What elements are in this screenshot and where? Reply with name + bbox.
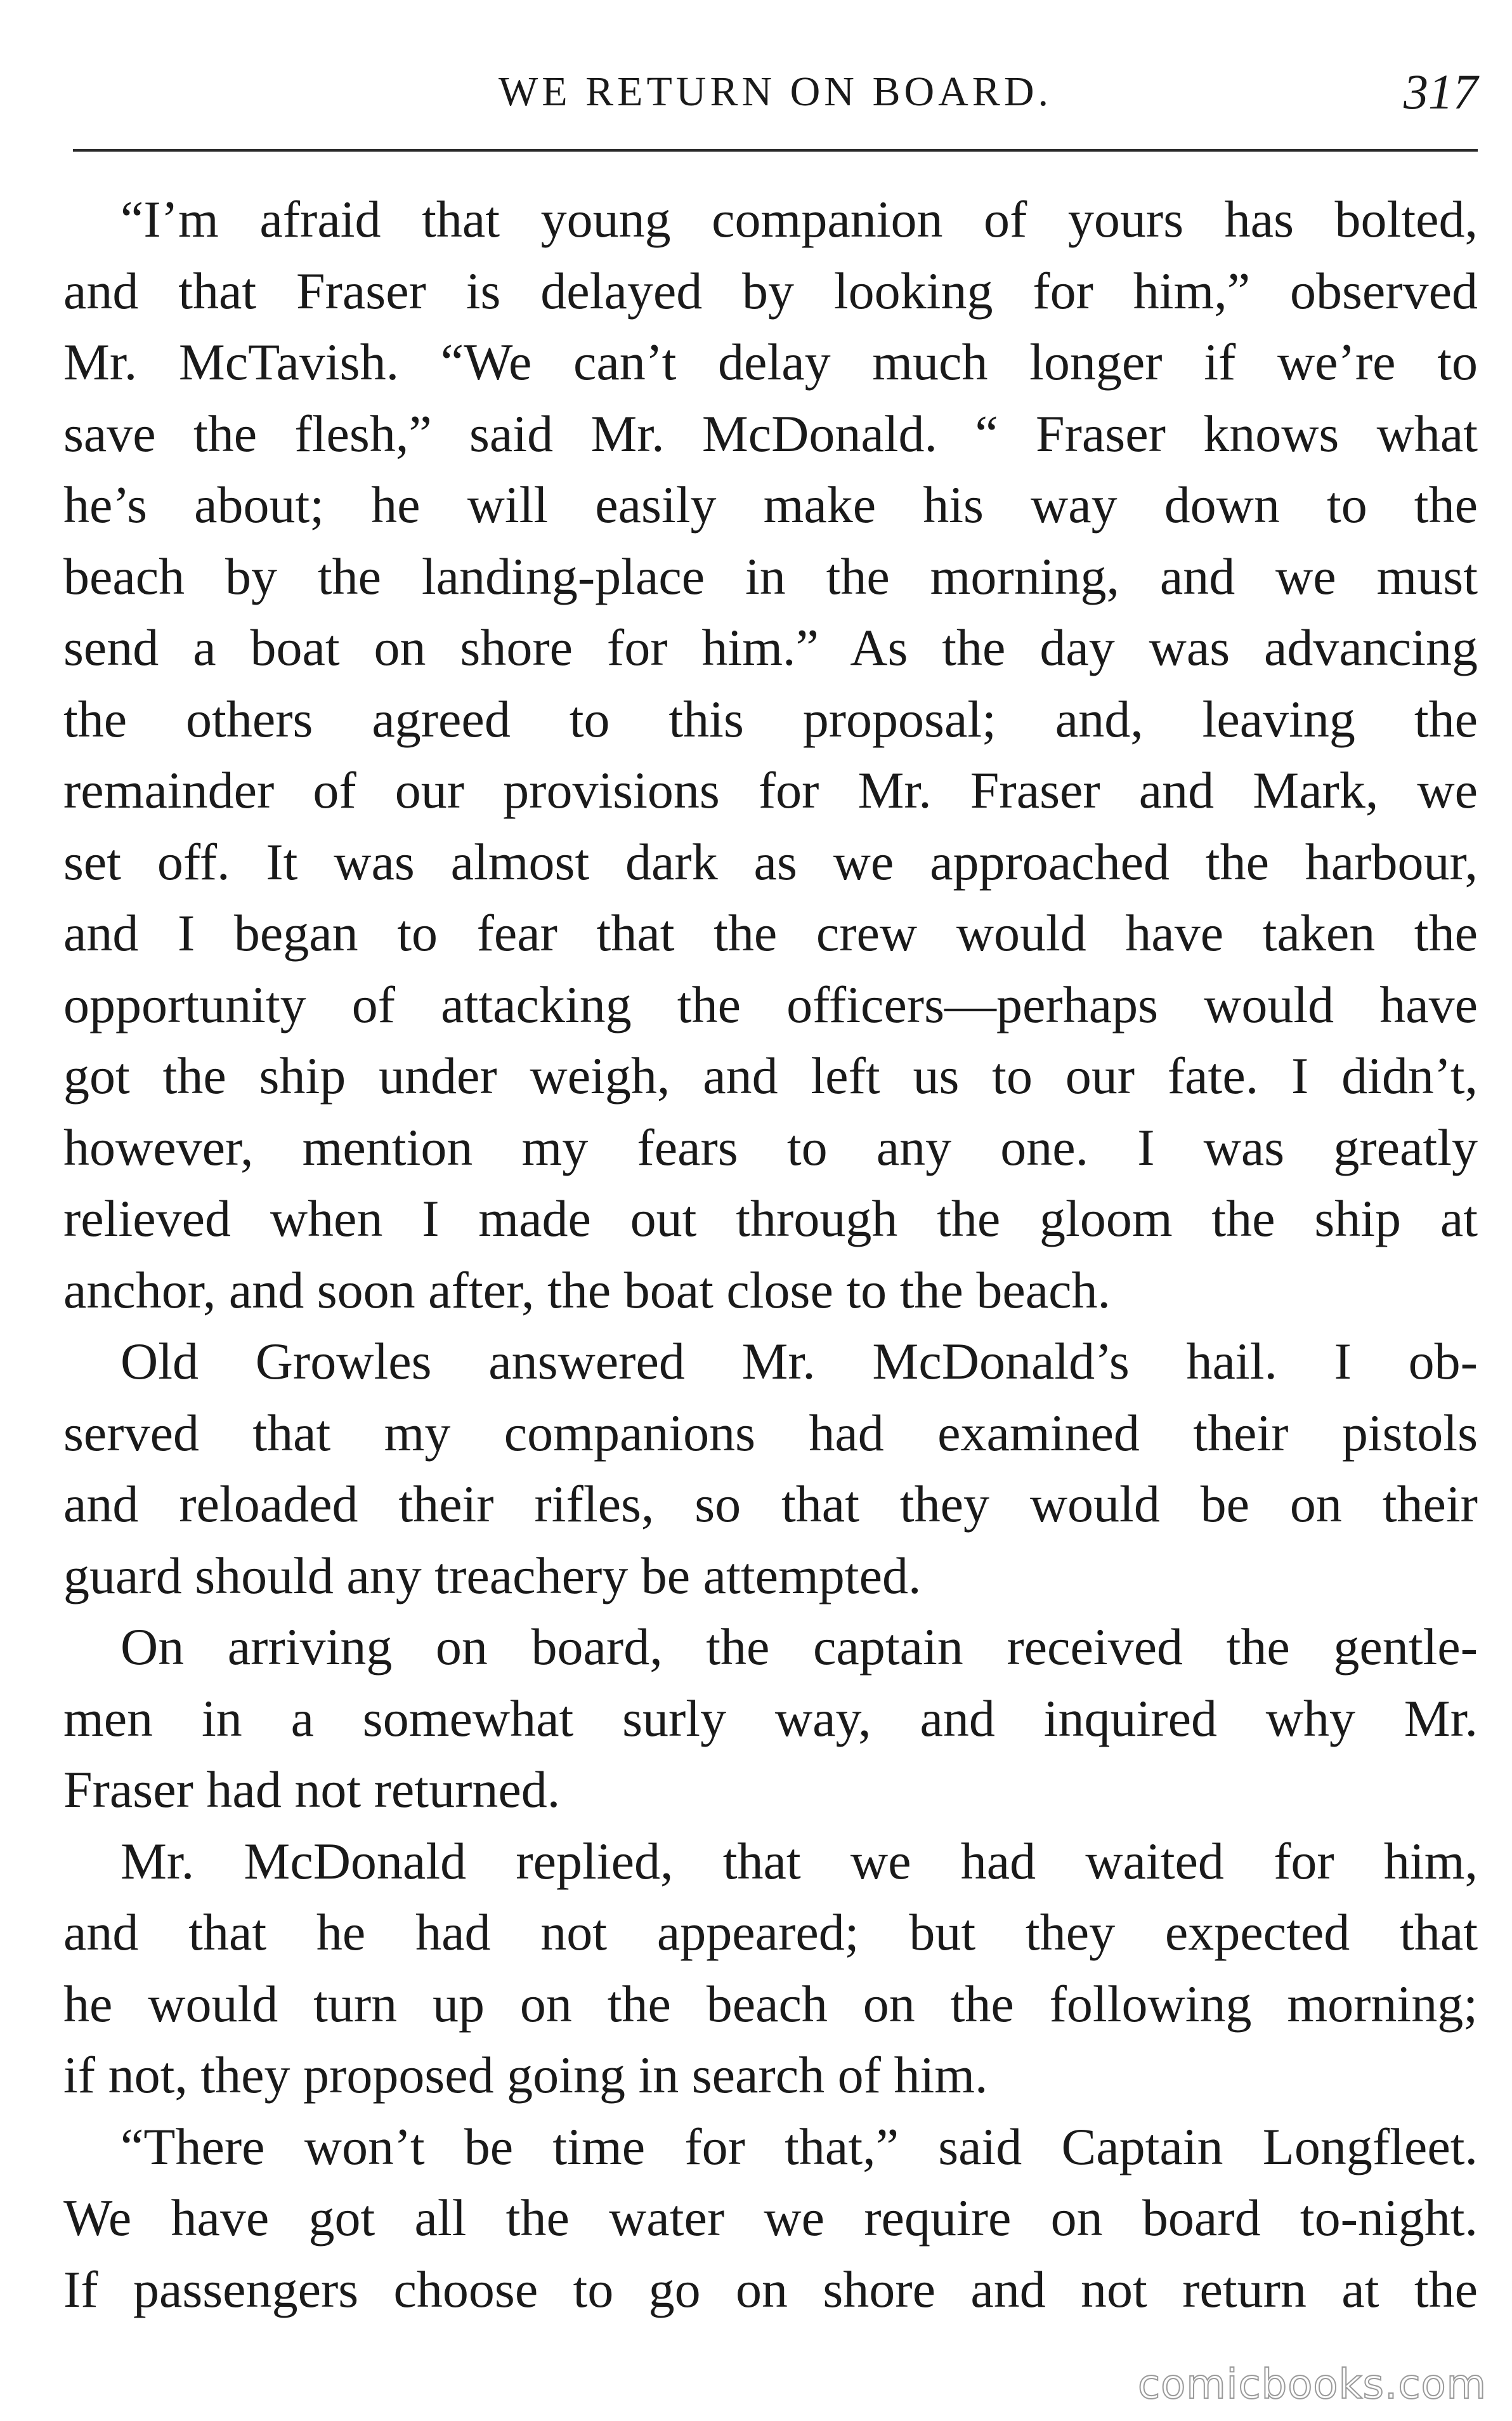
text-line: beach by the landing-place in the morning, and we must <box>63 547 1478 605</box>
running-head <box>73 51 1478 133</box>
text-line: he would turn up on the beach on the following morning; <box>63 1974 1478 2033</box>
text-line: Fraser had not returned. <box>63 1761 561 1818</box>
text-line: and reloaded their rifles, so that they would be on their <box>63 1475 1478 1533</box>
text-line: guard should any treachery be attempted. <box>63 1546 922 1604</box>
text-line: got the ship under weigh, and left us to our fate. I didn’t, <box>63 1047 1478 1105</box>
text-line: and that Fraser is delayed by looking for him,” observed <box>63 261 1478 320</box>
text-line: relieved when I made out through the gloom the ship at <box>63 1190 1478 1247</box>
text-line: Mr. McDonald replied, that we had waited for him, <box>121 1832 1478 1890</box>
text-line: he’s about; he will easily make his way down to the <box>63 476 1478 534</box>
text-line: We have got all the water we require on board to-night. <box>63 2189 1478 2247</box>
paragraph <box>63 1326 1478 1611</box>
text-line: anchor, and soon after, the boat close to the beach. <box>63 1261 1111 1319</box>
text-line: save the flesh,” said Mr. McDonald. “ Fraser knows what <box>63 404 1478 463</box>
text-line: if not, they proposed going in search of him. <box>63 2046 988 2104</box>
body-text <box>63 184 1478 2325</box>
text-line: Old Growles answered Mr. McDonald’s hail. I ob- <box>121 1332 1478 1390</box>
paragraph <box>63 184 1478 1326</box>
watermark: comicbooks.com <box>1137 2361 1487 2408</box>
paragraph <box>63 1826 1478 2111</box>
text-line: “I’m afraid that young companion of yours has bolted, <box>121 190 1478 248</box>
running-title: WE RETURN ON BOARD. <box>499 69 1052 115</box>
page-number: 317 <box>1404 64 1478 119</box>
text-line: remainder of our provisions for Mr. Fraser and Mark, we <box>63 761 1478 819</box>
text-line: Mr. McTavish. “We can’t delay much longer if we’re to <box>63 333 1478 391</box>
text-line: set off. It was almost dark as we approached the harbour, <box>63 832 1478 891</box>
text-line: send a boat on shore for him.” As the day was advancing <box>63 619 1478 676</box>
text-line: If passengers choose to go on shore and not return at the <box>63 2260 1478 2318</box>
text-line: and that he had not appeared; but they expected that <box>63 1903 1478 1961</box>
text-line: and I began to fear that the crew would have taken the <box>63 904 1478 962</box>
paragraph <box>63 2111 1478 2326</box>
paragraph <box>63 1611 1478 1826</box>
header-rule <box>73 149 1478 152</box>
text-line: served that my companions had examined their pistols <box>63 1403 1478 1462</box>
text-line: On arriving on board, the captain received the gentle- <box>121 1618 1478 1676</box>
text-line: however, mention my fears to any one. I was greatly <box>63 1118 1478 1176</box>
text-line: opportunity of attacking the officers—perhaps would have <box>63 975 1478 1033</box>
text-line: the others agreed to this proposal; and, leaving the <box>63 690 1478 748</box>
text-line: men in a somewhat surly way, and inquired why Mr. <box>63 1689 1478 1747</box>
text-line: “There won’t be time for that,” said Captain Longfleet. <box>121 2117 1478 2175</box>
